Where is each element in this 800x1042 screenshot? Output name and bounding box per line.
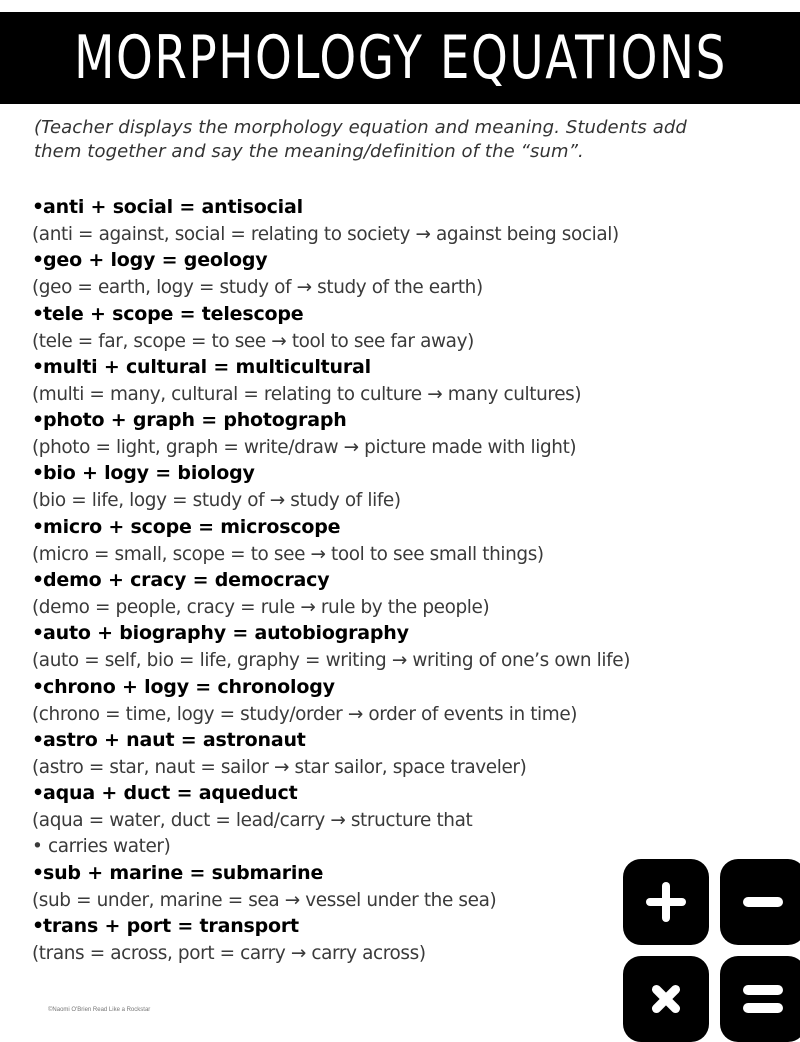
bullet: • — [32, 622, 44, 645]
bullet: • — [32, 462, 44, 485]
meaning-text: (anti = against, social = relating to society → against being social) — [32, 223, 619, 245]
instructions-line-1: (Teacher displays the morphology equation and meaning. Students add — [34, 117, 687, 138]
bullet: • — [32, 675, 44, 698]
meaning-text: (astro = star, naut = sailor → star sailor, space traveler) — [32, 755, 527, 778]
equation-text: chrono + logy = chronology — [43, 675, 335, 698]
bullet: • — [32, 782, 44, 805]
equation-text: micro + scope = microscope — [43, 515, 341, 538]
meaning-text-continued: • carries water) — [32, 835, 171, 858]
equation-text: demo + cracy = democracy — [43, 569, 330, 592]
multiply-icon — [623, 956, 709, 1042]
equation-text: trans + port = transport — [43, 915, 299, 938]
page-title: MORPHOLOGY EQUATIONS — [73, 23, 727, 93]
meaning-text: (photo = light, graph = write/draw → picture made with light) — [32, 436, 577, 459]
meaning-text: (chrono = time, logy = study/order → order of events in time) — [32, 702, 578, 725]
meaning-text: (aqua = water, duct = lead/carry → structure that — [32, 809, 473, 832]
meaning-text: (micro = small, scope = to see → tool to see small things) — [32, 542, 544, 565]
equation-item — [32, 354, 772, 407]
equation-item — [32, 567, 772, 620]
meaning-text: (auto = self, bio = life, graphy = writing → writing of one’s own life) — [32, 649, 631, 672]
bullet: • — [32, 196, 44, 218]
bullet: • — [32, 728, 44, 751]
meaning-text: (tele = far, scope = to see → tool to see far away) — [32, 329, 474, 352]
equation-item — [32, 514, 772, 567]
equation-text: tele + scope = telescope — [43, 302, 304, 325]
meaning-text: (multi = many, cultural = relating to culture → many cultures) — [32, 382, 582, 405]
title-banner — [0, 12, 800, 104]
equation-text: auto + biography = autobiography — [43, 622, 409, 645]
bullet: • — [32, 249, 44, 272]
equation-item — [32, 194, 772, 247]
equation-text: bio + logy = biology — [43, 462, 255, 485]
equation-item — [32, 727, 772, 780]
meaning-text: (demo = people, cracy = rule → rule by the people) — [32, 596, 490, 619]
equation-text: anti + social = antisocial — [43, 196, 303, 218]
equation-list — [32, 194, 772, 966]
meaning-text: (geo = earth, logy = study of → study of the earth) — [32, 276, 483, 299]
meaning-text: (bio = life, logy = study of → study of life) — [32, 489, 401, 512]
equation-item — [32, 407, 772, 460]
equation-text: aqua + duct = aqueduct — [43, 782, 298, 805]
meaning-text: (sub = under, marine = sea → vessel under the sea) — [32, 888, 497, 911]
bullet: • — [32, 515, 44, 538]
meaning-text: (trans = across, port = carry → carry across) — [32, 942, 426, 965]
equation-text: multi + cultural = multicultural — [43, 355, 371, 378]
equals-icon — [720, 956, 800, 1042]
equation-item — [32, 460, 772, 513]
copyright-credit: ©Naomi O'Brien Read Like a Rockstar — [48, 1007, 151, 1013]
plus-icon — [623, 859, 709, 945]
minus-icon — [720, 859, 800, 945]
bullet: • — [32, 861, 44, 884]
equation-text: astro + naut = astronaut — [43, 728, 306, 751]
bullet: • — [32, 409, 44, 432]
bullet: • — [32, 915, 44, 938]
equation-item — [32, 301, 772, 354]
equation-item — [32, 247, 772, 300]
equation-text: sub + marine = submarine — [43, 861, 324, 884]
instructions — [34, 116, 784, 164]
equation-item — [32, 674, 772, 727]
equation-item — [32, 780, 772, 860]
equation-text: photo + graph = photograph — [43, 409, 347, 432]
bullet: • — [32, 569, 44, 592]
equation-text: geo + logy = geology — [43, 249, 268, 272]
equation-item — [32, 620, 772, 673]
bullet: • — [32, 302, 44, 325]
instructions-line-2: them together and say the meaning/definition of the “sum”. — [34, 141, 584, 162]
bullet: • — [32, 355, 44, 378]
